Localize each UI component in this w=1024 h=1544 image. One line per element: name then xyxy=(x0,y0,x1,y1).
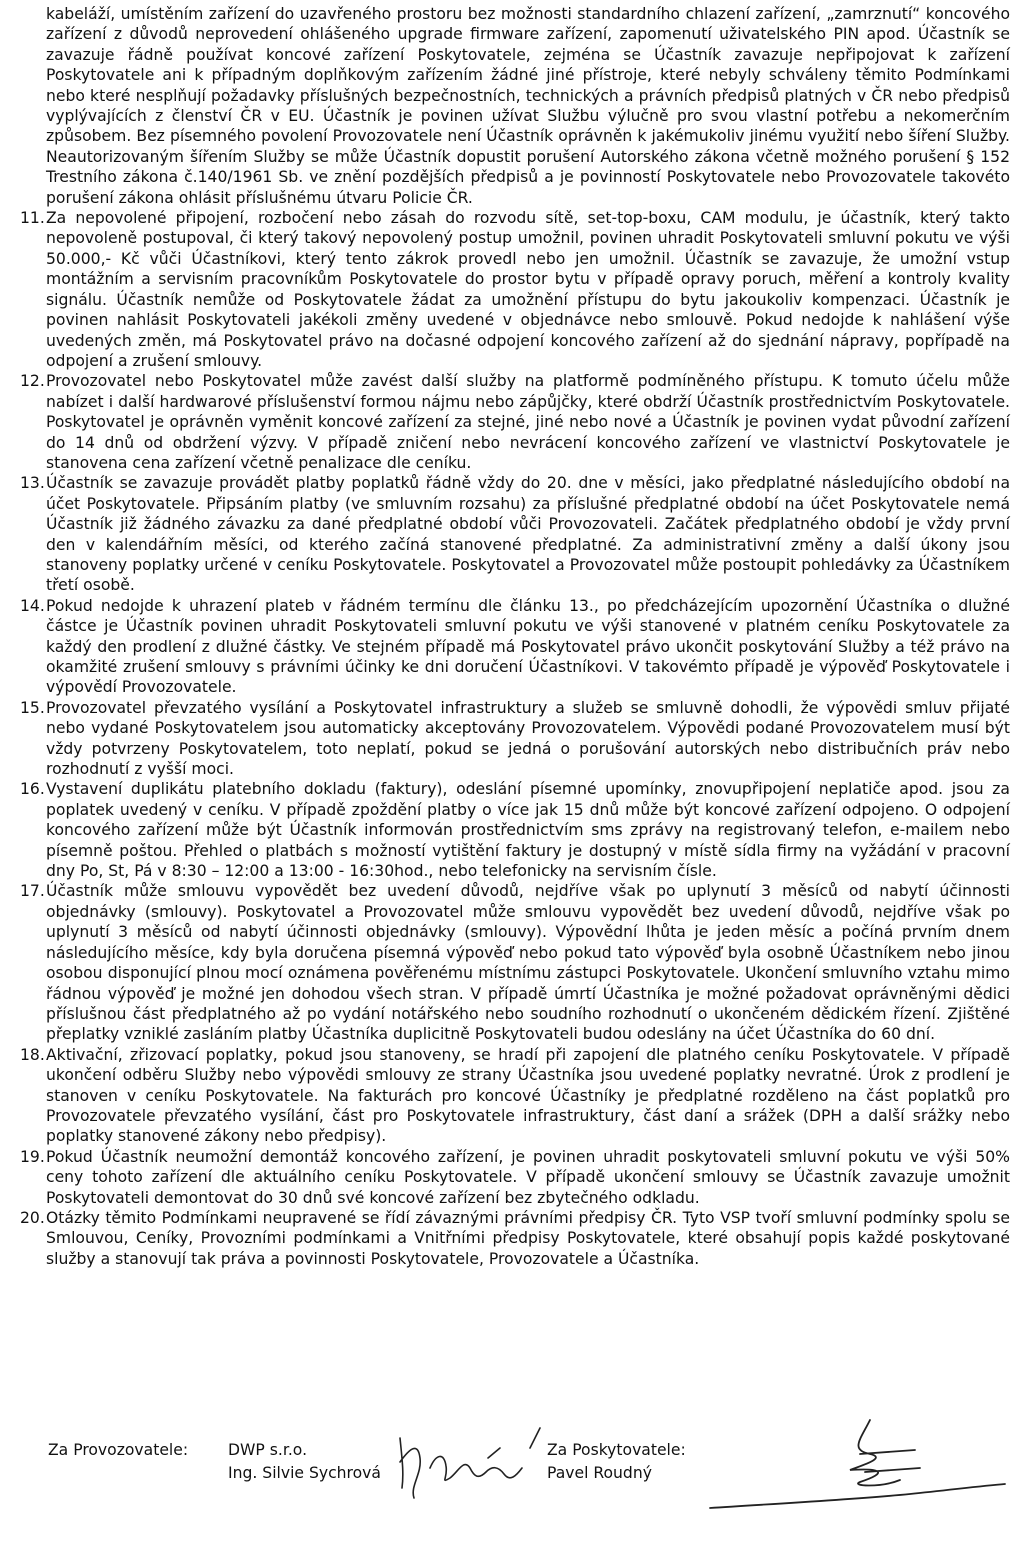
clause-text: Provozovatel převzatého vysílání a Poskytovatel infrastruktury a služeb se smluvně dohodli, že výpovědi smluv přijaté nebo vydané Poskytovatelem jsou automaticky akceptovány Provozovatelem. Výpovědi podané Provozovatelem musí být vždy potvrzeny Poskytovatelem, toto neplatí, pokud se jedná o porušování autorských nebo distribučních práv nebo rozhodnutí z vyšší moci. xyxy=(46,698,1010,779)
clause-15 xyxy=(20,698,1010,780)
clause-text: Vystavení duplikátu platebního dokladu (faktury), odeslání písemné upomínky, znovupřipojení neplatiče apod. jsou za poplatek uvedený v ceníku. V případě zpoždění platby o více jak 15 dnů může být koncové zařízení odpojeno. O odpojení koncového zařízení může být Účastník informován prostřednictvím sms zprávy na registrovaný telefon, e-mailem nebo písemně poštou. Přehled o platbách s možností vytištění faktury je dostupný v místě sídla firmy na vyžádání v pracovní dny Po, St, Pá v 8:30 – 12:00 a 13:00 - 16:30hod., nebo telefonicky na servisním čísle. xyxy=(46,780,1010,881)
clause-text: Za nepovolené připojení, rozbočení nebo zásah do rozvodu sítě, set-top-boxu, CAM modulu, je účastník, který takto nepovoleně postupoval, či který takový nepovolený postup umožnil, povinen uhradit Poskytovateli smluvní pokutu ve výši 50.000,- Kč vůči Účastníkovi, který tento zákrok provedl nebo jen umožnil. Účastník se zavazuje, že umožní vstup montážním a servisním pracovníkům Poskytovatele do prostor bytu v případě opravy poruch, měření a kontroly kvality signálu. Účastník nemůže od Poskytovatele žádat za umožnění přístupu do bytu jakoukoliv kompenzaci. Účastník je povinen nahlásit Poskytovateli jakékoli změny uvedené v objednávce nebo smlouvě. Pokud nedojde k nahlášení výše uvedených změn, má Poskytovatel právo na dočasné odpojení koncového zařízení až do sjednání nápravy, popřípadě na odpojení a zrušení smlouvy. xyxy=(46,209,1010,370)
provider-person: Pavel Roudný xyxy=(547,1464,652,1482)
provider-label: Za Poskytovatele: xyxy=(547,1441,686,1459)
clause-number: 14. xyxy=(20,596,45,615)
operator-label: Za Provozovatele: xyxy=(48,1441,189,1459)
clause-text: Aktivační, zřizovací poplatky, pokud jsou stanoveny, se hradí při zapojení dle platného ceníku Poskytovatele. V případě ukončení odběru Služby nebo výpovědi smlouvy ze strany Účastníka jsou uvedené poplatky nevratné. Úrok z prodlení je stanoven v ceníku Poskytovatele. Na fakturách pro koncové Účastníky je předplatné rozděleno na část poplatků pro Provozovatele převzatého vysílání, část pro Poskytovatele infrastruktury, část daní a srážek (DPH a další srážky nebo poplatky stanovené zákony nebo předpisy). xyxy=(46,1045,1010,1146)
clause-16 xyxy=(20,779,1010,881)
clause-11 xyxy=(20,208,1010,371)
clause-number: 17. xyxy=(20,882,45,901)
clause-text: Pokud Účastník neumožní demontáž koncového zařízení, je povinen uhradit poskytovateli smluvní pokutu ve výši 50% ceny tohoto zařízení dle aktuálního ceníku Poskytovatele. V případě ukončení smlouvy se Účastník zavazuje umožnit Poskytovateli demontovat do 30 dnů své koncové zařízení bez zbytečného odkladu. xyxy=(46,1147,1010,1207)
provider-handwritten-signature xyxy=(710,1410,1010,1530)
clause-number: 13. xyxy=(20,474,45,493)
clause-20 xyxy=(20,1208,1010,1269)
clause-number: 20. xyxy=(20,1208,45,1227)
clause-number: 18. xyxy=(20,1045,45,1064)
clause-18 xyxy=(20,1045,1010,1147)
intro-paragraph: kabeláží, umístěním zařízení do uzavřeného prostoru bez možnosti standardního chlazení zařízení, „zamrznutí“ koncového zařízení z důvodů neprovedení ohlášeného upgrade firmware zařízení, zapomenutí uživatelského PIN apod. Účastník se zavazuje řádně používat koncové zařízení Poskytovatele, zejména se Účastník zavazuje nepřipojovat k zařízení Poskytovatele ani k případným doplňkovým zařízením žádné jiné přístroje, které nebyly schváleny těmito Podmínkami nebo které nesplňují požadavky příslušných bezpečnostních, technických a právních předpisů platných v ČR nebo předpisů vyplývajících z členství ČR v EU. Účastník je povinen užívat Službu výlučně pro svou vlastní potřebu a nekomerčním způsobem. Bez písemného povolení Provozovatele není Účastník oprávněn k jakémukoliv jinému využití nebo šíření Služby. Neautorizovaným šířením Služby se může Účastník dopustit porušení Autorského zákona včetně možného porušení § 152 Trestního zákona č.140/1961 Sb. ve znění pozdějších předpisů a je povinností Poskytovatele nebo Provozovatele takovéto porušení zákona ohlásit příslušnému útvaru Policie ČR. xyxy=(46,5,1010,207)
signature-block xyxy=(20,1432,1010,1542)
clause-17 xyxy=(20,881,1010,1044)
operator-handwritten-signature xyxy=(370,1418,550,1508)
clause-text: Účastník se zavazuje provádět platby poplatků řádně vždy do 20. dne v měsíci, jako předplatné následujícího období na účet Poskytovatele. Připsáním platby (ve smluvním rozsahu) za příslušné předplatné období na účet Poskytovatele nemá Účastník již žádného závazku za dané předplatné období vůči Provozovateli. Začátek předplatného období je vždy první den v kalendářním měsíci, od kterého začíná stanovené předplatné. Za administrativní změny a další úkony jsou stanoveny poplatky určené v ceníku Poskytovatele. Poskytovatel a Provozovatel může postoupit pohledávky za Účastníkem třetí osobě. xyxy=(46,474,1010,595)
clause-number: 15. xyxy=(20,698,45,717)
operator-person: Ing. Silvie Sychrová xyxy=(228,1464,381,1482)
clause-number: 19. xyxy=(20,1147,45,1166)
clause-text: Otázky těmito Podmínkami neupravené se řídí závaznými právními předpisy ČR. Tyto VSP tvoří smluvní podmínky spolu se Smlouvou, Ceníky, Provozními podmínkami a Vnitřními předpisy Poskytovatele, které obsahují popis každé poskytované služby a stanovují tak práva a povinnosti Poskytovatele, Provozovatele a Účastníka. xyxy=(46,1208,1010,1268)
clause-list xyxy=(20,208,1010,1269)
clause-19 xyxy=(20,1147,1010,1208)
clause-text: Účastník může smlouvu vypovědět bez uvedení důvodů, nejdříve však po uplynutí 3 měsíců od nabytí účinnosti objednávky (smlouvy). Poskytovatel a Provozovatel může smlouvu vypovědět bez uvedení důvodů, nejdříve však po uplynutí 3 měsíců od nabytí účinnosti objednávky (smlouvy). Výpovědní lhůta je jeden měsíc a počíná prvním dnem následujícího měsíce, kdy byla doručena písemná výpověď nebo pokud tato výpověď byla osobně Účastníkem nebo jinou osobou disponující plnou mocí oznámena pověřenému místnímu zástupci Poskytovatele. Ukončení smluvního vztahu mimo řádnou výpověď je možné jen dohodou všech stran. V případě úmrtí Účastníka je možné požadovat oprávněnými dědici příslušnou část předplatného až po vydání notářského nebo soudního rozhodnutí o ukončeném dědickém řízení. Zjištěné přeplatky vzniklé zasláním platby Účastníka duplicitně Poskytovateli budou odeslány na účet Účastníka do 60 dní. xyxy=(46,882,1010,1044)
clause-number: 11. xyxy=(20,209,45,228)
clause-text: Provozovatel nebo Poskytovatel může zavést další služby na platformě podmíněného přístupu. K tomuto účelu může nabízet i další hardwarové příslušenství formou nájmu nebo zápůjčky, které obdrží Účastník prostřednictvím Poskytovatele. Poskytovatel je oprávněn vyměnit koncové zařízení za stejné, jiné nebo nové a Účastník je povinen vydat původní zařízení do 14 dnů od obdržení výzvy. V případě zničení nebo nevrácení koncového zařízení ve vlastnictví Poskytovatele je stanovena cena zařízení včetně penalizace dle ceníku. xyxy=(46,372,1010,472)
clause-14 xyxy=(20,596,1010,698)
terms-body xyxy=(20,4,1010,1269)
clause-12 xyxy=(20,371,1010,473)
clause-number: 12. xyxy=(20,372,45,391)
clause-text: Pokud nedojde k uhrazení plateb v řádném termínu dle článku 13., po předcházejícím upozornění Účastníka o dlužné částce je Účastník povinen uhradit Poskytovateli smluvní pokutu ve výši stanovené v platném ceníku Poskytovatele za každý den prodlení z dlužné částky. Ve stejném případě má Poskytovatel právo ukončit poskytování Služby a též právo na okamžité zrušení smlouvy s právními účinky ke dni doručení Účastníkovi. V takovémto případě je výpověď Poskytovatele i výpovědí Provozovatele. xyxy=(46,596,1010,697)
operator-company: DWP s.r.o. xyxy=(228,1441,308,1459)
clause-number: 16. xyxy=(20,780,45,799)
clause-13 xyxy=(20,473,1010,595)
